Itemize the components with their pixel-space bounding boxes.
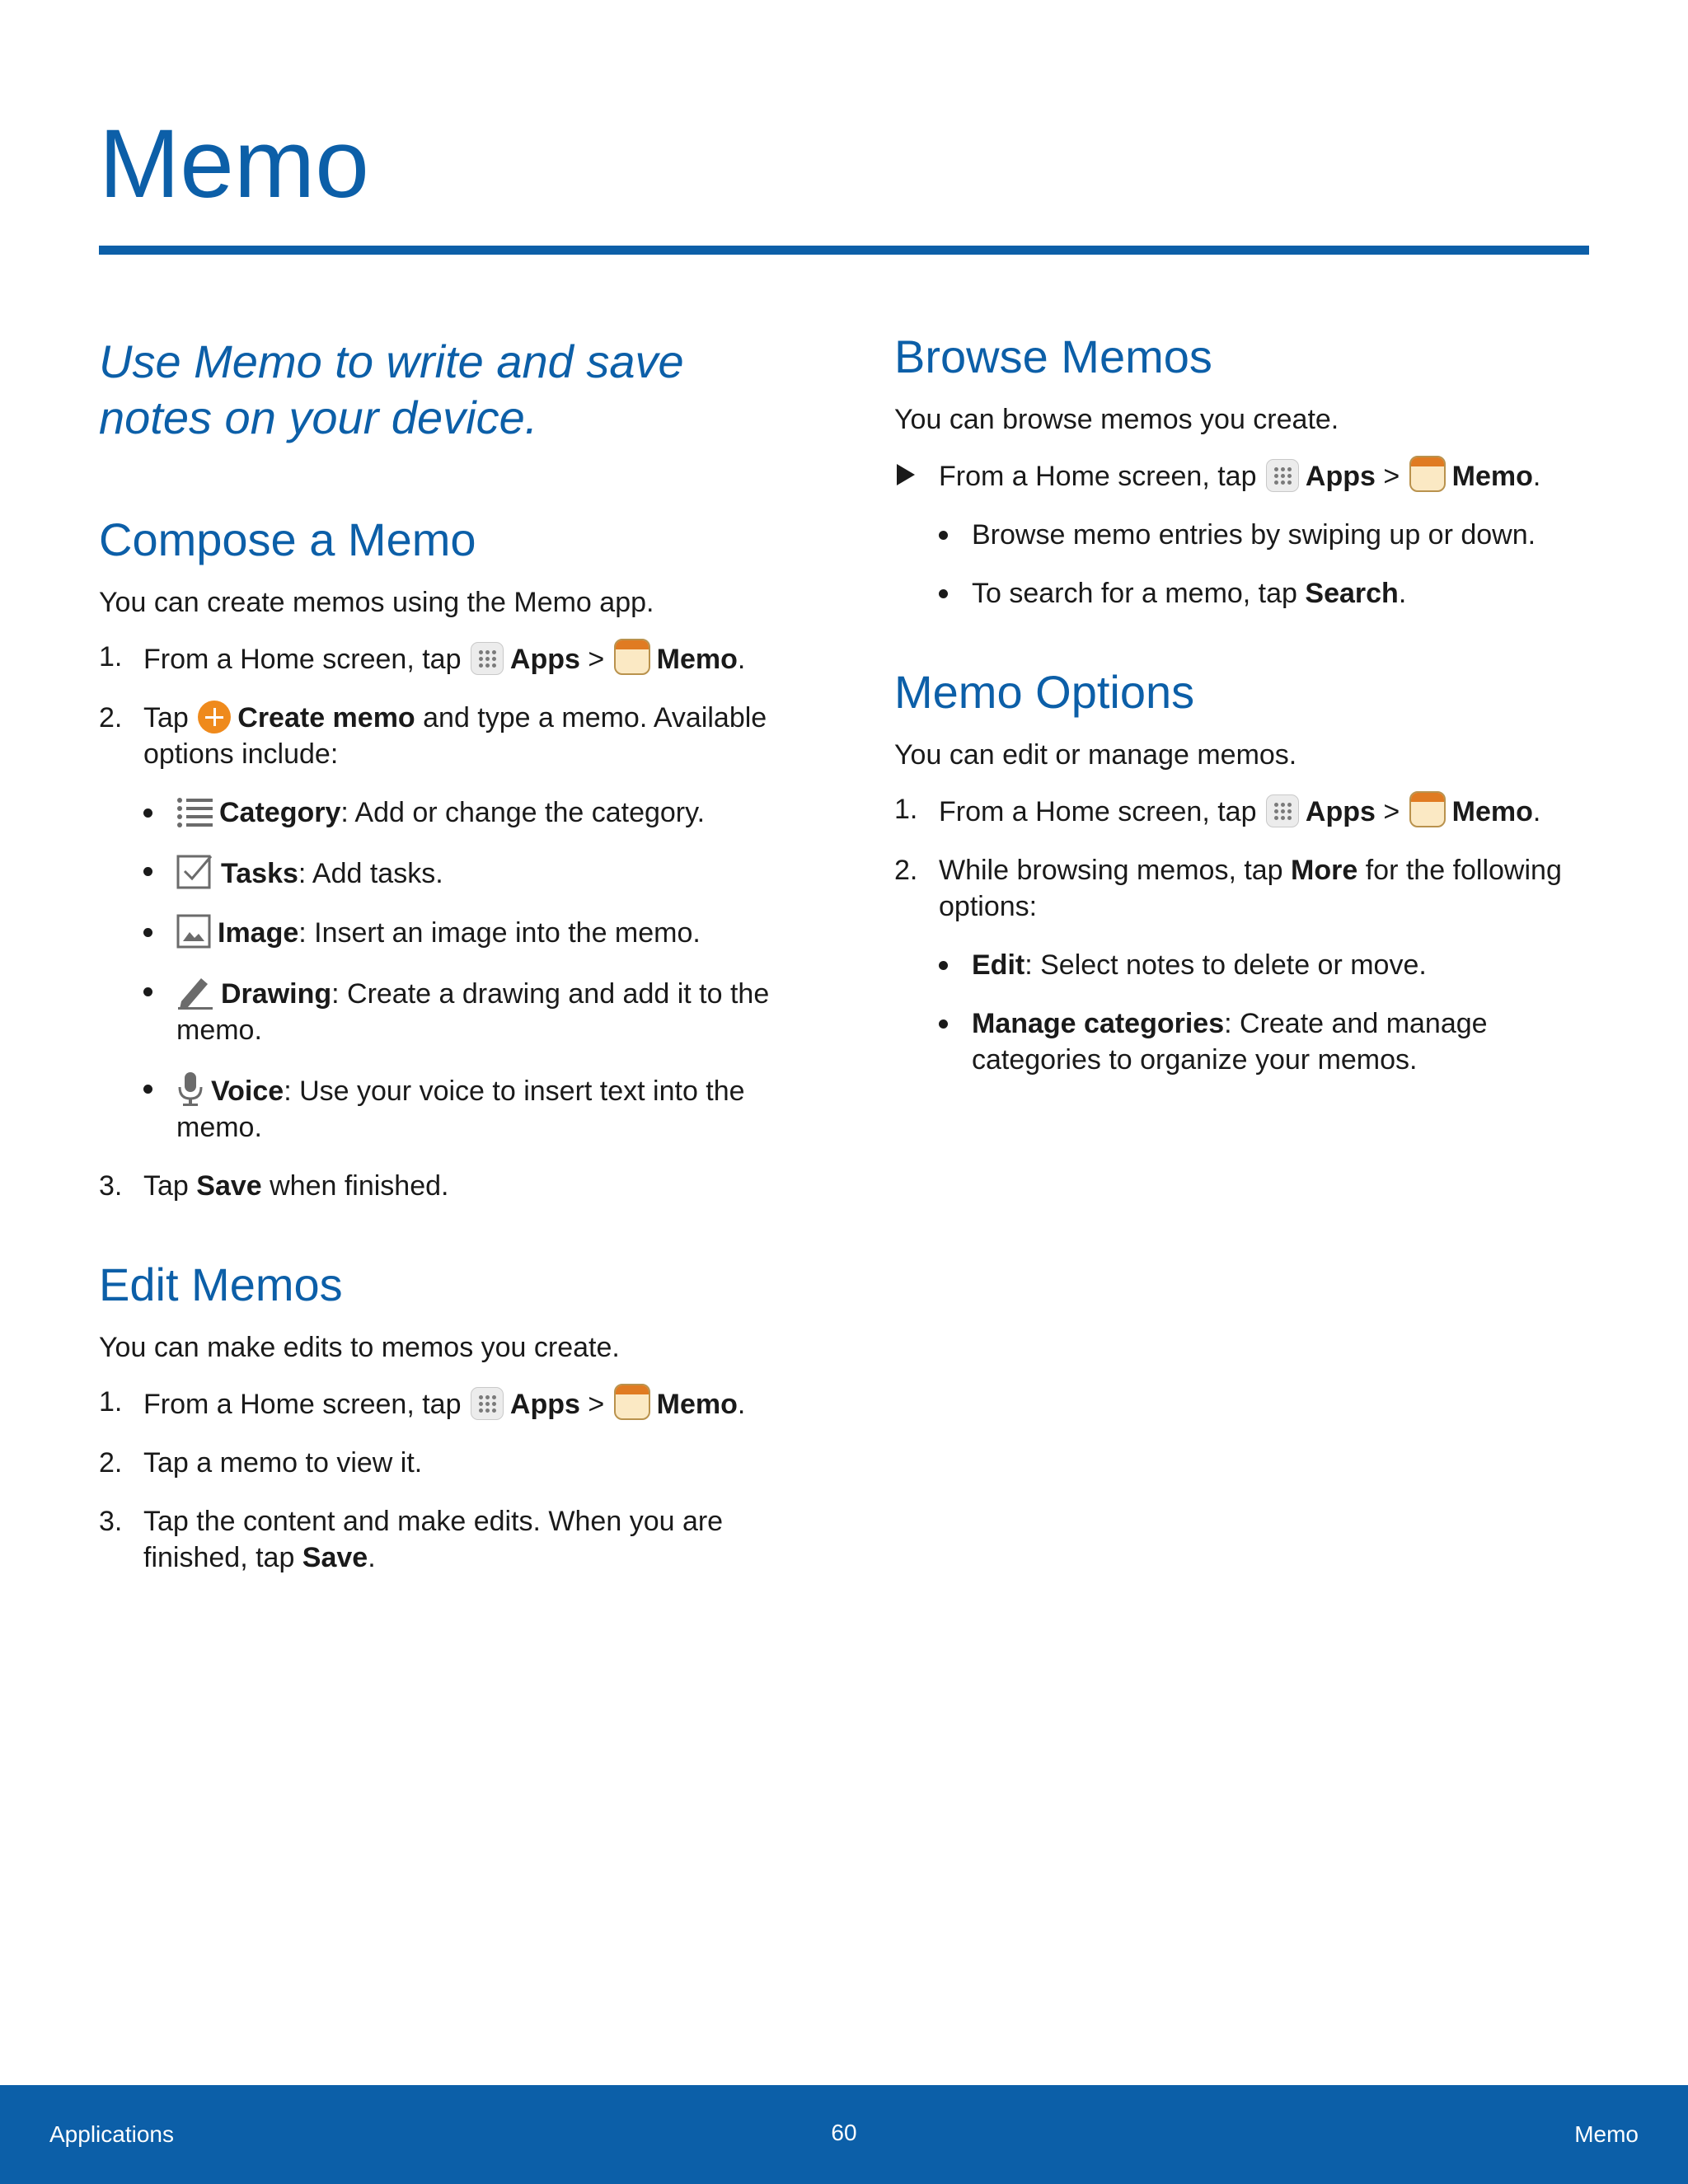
option-edit: Edit: Select notes to delete or move. — [939, 947, 1578, 983]
edit-heading: Edit Memos — [99, 1258, 343, 1310]
edit-section — [99, 1258, 783, 1576]
options-step-2: 2. While browsing memos, tap More for the following options: Edit: Select notes to delete or move. Manage categories: Create and manage categories to organize your memos. — [894, 852, 1578, 1078]
apps-label: Apps — [509, 644, 580, 675]
option-image: Image: Insert an image into the memo. — [143, 914, 783, 951]
browse-heading: Browse Memos — [894, 330, 1212, 382]
options-step-1: 1. From a Home screen, tap Apps > Memo. — [894, 791, 1578, 830]
memo-label: Memo — [656, 1389, 738, 1420]
create-memo-plus-icon — [198, 701, 231, 733]
edit-step-2: 2. Tap a memo to view it. — [99, 1447, 423, 1479]
right-column — [894, 330, 1578, 1136]
title-rule — [99, 246, 1589, 255]
arrow-bullet-icon — [897, 464, 915, 485]
tasks-checkbox-icon — [176, 853, 214, 889]
footer-section: Memo — [1574, 2121, 1639, 2147]
apps-label: Apps — [1305, 461, 1376, 492]
left-column — [99, 334, 783, 1633]
memo-app-icon — [614, 639, 650, 675]
browse-step: From a Home screen, tap Apps > Memo. — [894, 456, 1578, 494]
image-icon — [176, 914, 211, 949]
compose-step-3: 3. Tap Save when finished. — [99, 1170, 449, 1202]
voice-microphone-icon — [176, 1071, 204, 1107]
page-footer — [0, 2085, 1688, 2184]
footer-chapter: Applications — [49, 2121, 174, 2147]
compose-heading: Compose a Memo — [99, 513, 476, 565]
compose-section — [99, 513, 783, 1204]
edit-step-1: 1. From a Home screen, tap Apps > Memo. — [99, 1384, 783, 1422]
footer-page-number: 60 — [831, 2120, 857, 2145]
option-category: Category: Add or change the category. — [143, 794, 783, 831]
memo-label: Memo — [1451, 461, 1533, 492]
memo-options-section — [894, 666, 1578, 1078]
memo-app-icon — [1409, 456, 1446, 492]
memo-label: Memo — [1451, 796, 1533, 827]
apps-icon — [471, 642, 504, 675]
compose-step-2: 2. Tap Create memo and type a memo. Available options include: Category: Add or change the category. Tasks: Add tasks. Image: Insert an image into the memo. Drawing: Create a drawing and add it to the memo. Voice: Use your voice to insert text into the memo. — [99, 700, 783, 1146]
browse-lead: You can browse memos you create. — [894, 404, 1339, 435]
browse-section — [894, 330, 1578, 612]
edit-lead: You can make edits to memos you create. — [99, 1332, 620, 1363]
category-list-icon — [176, 795, 213, 828]
intro-text: Use Memo to write and save notes on your device. — [99, 335, 684, 443]
drawing-pencil-icon — [176, 973, 214, 1010]
memo-app-icon — [1409, 791, 1446, 827]
apps-icon — [1266, 794, 1299, 827]
memo-app-icon — [614, 1384, 650, 1420]
option-voice: Voice: Use your voice to insert text into the memo. — [143, 1071, 783, 1146]
compose-step-1: 1. From a Home screen, tap Apps > Memo. — [99, 639, 783, 677]
browse-bullet-swipe: Browse memo entries by swiping up or down. — [939, 517, 1578, 553]
apps-label: Apps — [1305, 796, 1376, 827]
more-options-list — [939, 947, 1578, 1078]
apps-icon — [471, 1387, 504, 1420]
option-tasks: Tasks: Add tasks. — [143, 853, 783, 892]
apps-label: Apps — [509, 1389, 580, 1420]
browse-bullets — [939, 517, 1578, 612]
memo-options-heading: Memo Options — [894, 666, 1195, 718]
option-drawing: Drawing: Create a drawing and add it to the memo. — [143, 973, 783, 1048]
memo-options-lead: You can edit or manage memos. — [894, 739, 1297, 771]
memo-label: Memo — [656, 644, 738, 675]
option-manage-categories: Manage categories: Create and manage categories to organize your memos. — [939, 1005, 1578, 1078]
page-title: Memo — [99, 110, 369, 218]
browse-bullet-search: To search for a memo, tap Search. — [939, 575, 1578, 612]
edit-step-3: 3. Tap the content and make edits. When you are finished, tap Save. — [99, 1506, 724, 1573]
apps-icon — [1266, 459, 1299, 492]
compose-options-list — [143, 794, 783, 1146]
compose-lead: You can create memos using the Memo app. — [99, 587, 654, 618]
